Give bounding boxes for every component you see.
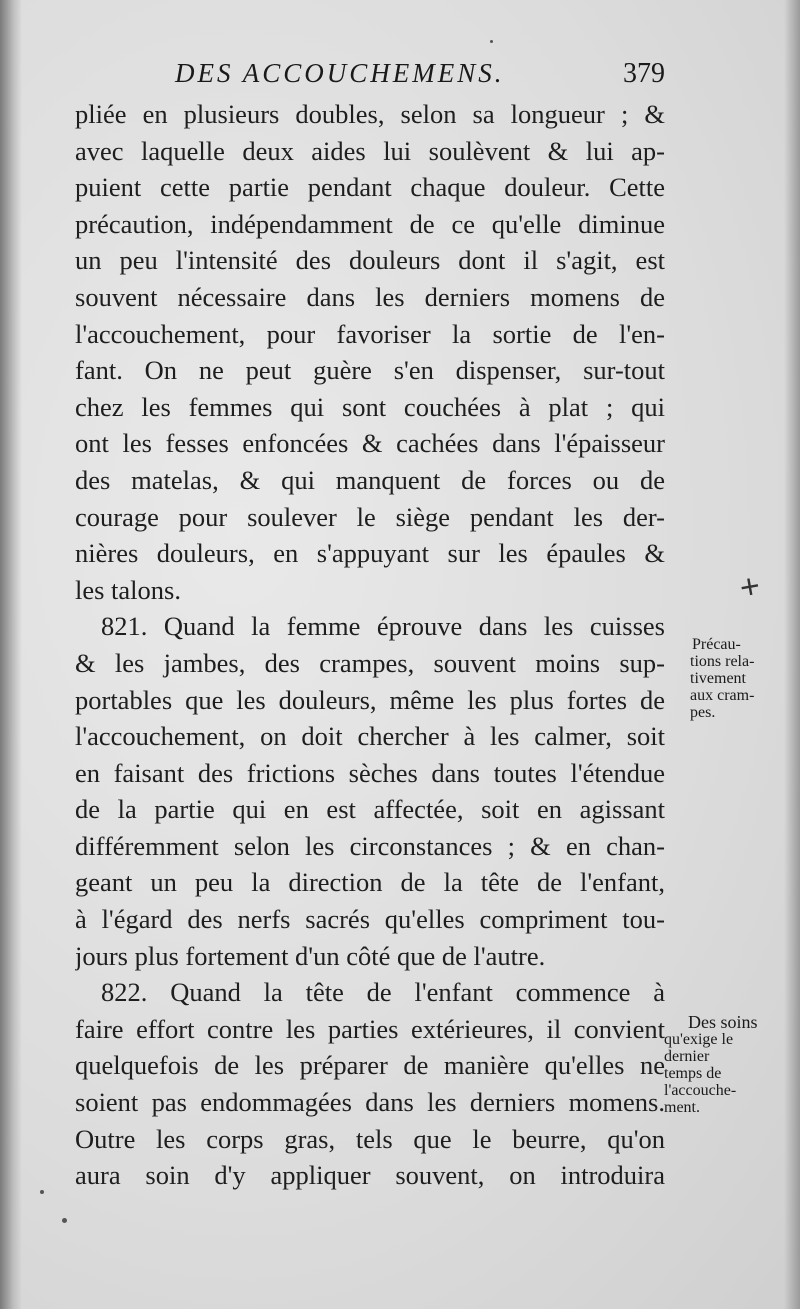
margin-note-line: l'accouche-	[664, 1082, 737, 1099]
margin-note-line: temps de	[664, 1065, 722, 1082]
text-line: pliée en plusieurs doubles, selon sa longueur ; &	[75, 99, 665, 129]
text-line: aura soin d'y appliquer souvent, on introduira	[75, 1160, 665, 1191]
running-title: DES ACCOUCHEMENS.	[175, 58, 505, 88]
text-line: un peu l'intensité des douleurs dont il s'agit, est	[75, 245, 665, 276]
margin-note-line: aux cram-	[690, 687, 755, 704]
page-shadow-right	[784, 0, 800, 1309]
text-line: des matelas, & qui manquent de forces ou de	[75, 464, 665, 495]
margin-note-line: Précau-	[692, 636, 741, 653]
text-line: soient pas endommagées dans les derniers momens.	[75, 1087, 665, 1118]
margin-note-line: dernier	[664, 1048, 710, 1065]
text-line: chez les femmes qui sont couchées à plat ; qui	[75, 391, 665, 422]
margin-note-line: qu'exige le	[664, 1031, 734, 1048]
margin-note-line: ment.	[664, 1099, 700, 1116]
paragraph-821-start: 821. Quand la femme éprouve dans les cuisses	[101, 611, 665, 642]
text-line: les talons.	[75, 574, 181, 605]
margin-note-line: tivement	[690, 670, 746, 687]
text-line: courage pour soulever le siège pendant les der-	[75, 501, 665, 532]
text-line: puient cette partie pendant chaque douleur. Cette	[75, 172, 665, 203]
text-line: faire effort contre les parties extérieures, il convient	[75, 1013, 665, 1044]
text-line: nières douleurs, en s'appuyant sur les épaules &	[75, 538, 665, 569]
ink-speck	[490, 40, 493, 43]
margin-note-line: tions rela-	[690, 653, 755, 670]
text-line: l'accouchement, on doit chercher à les calmer, soit	[75, 721, 665, 752]
text-line: de la partie qui en est affectée, soit en agissant	[75, 794, 665, 825]
text-line: jours plus fortement d'un côté que de l'autre.	[75, 940, 546, 971]
running-header	[175, 58, 665, 94]
text-line: souvent nécessaire dans les derniers momens de	[75, 281, 665, 312]
ink-speck	[62, 1218, 67, 1223]
text-line: geant un peu la direction de la tête de l'enfant,	[75, 867, 665, 898]
text-line: avec laquelle deux aides lui soulèvent & lui ap-	[75, 135, 665, 166]
text-line: à l'égard des nerfs sacrés qu'elles compriment tou-	[75, 904, 665, 935]
text-line: précaution, indépendamment de ce qu'elle diminue	[75, 208, 665, 239]
text-line: portables que les douleurs, même les plus fortes de	[75, 684, 665, 715]
text-line: quelquefois de les préparer de manière qu'elles ne	[75, 1050, 665, 1081]
text-line: différemment selon les circonstances ; & en chan-	[75, 830, 665, 861]
text-line: & les jambes, des crampes, souvent moins sup-	[75, 647, 665, 678]
body-text	[75, 96, 665, 1194]
text-line: en faisant des frictions sèches dans toutes l'étendue	[75, 757, 665, 788]
margin-note-line: Des soins	[688, 1012, 758, 1032]
text-line: Outre les corps gras, tels que le beurre, qu'on	[75, 1123, 665, 1154]
ink-speck	[40, 1190, 44, 1194]
text-line: l'accouchement, pour favoriser la sortie de l'en-	[75, 318, 665, 349]
margin-note-cramps	[690, 636, 754, 721]
page-number: 379	[623, 58, 665, 89]
margin-note-care	[664, 1014, 758, 1116]
paragraph-822-start: 822. Quand la tête de l'enfant commence à	[101, 977, 665, 1008]
text-line: fant. On ne peut guère s'en dispenser, sur-tout	[75, 355, 665, 386]
margin-note-line: pes.	[690, 704, 716, 721]
handwritten-cross-mark: +	[736, 566, 763, 608]
page-shadow-left	[0, 0, 22, 1309]
text-line: ont les fesses enfoncées & cachées dans l'épaisseur	[75, 428, 665, 459]
